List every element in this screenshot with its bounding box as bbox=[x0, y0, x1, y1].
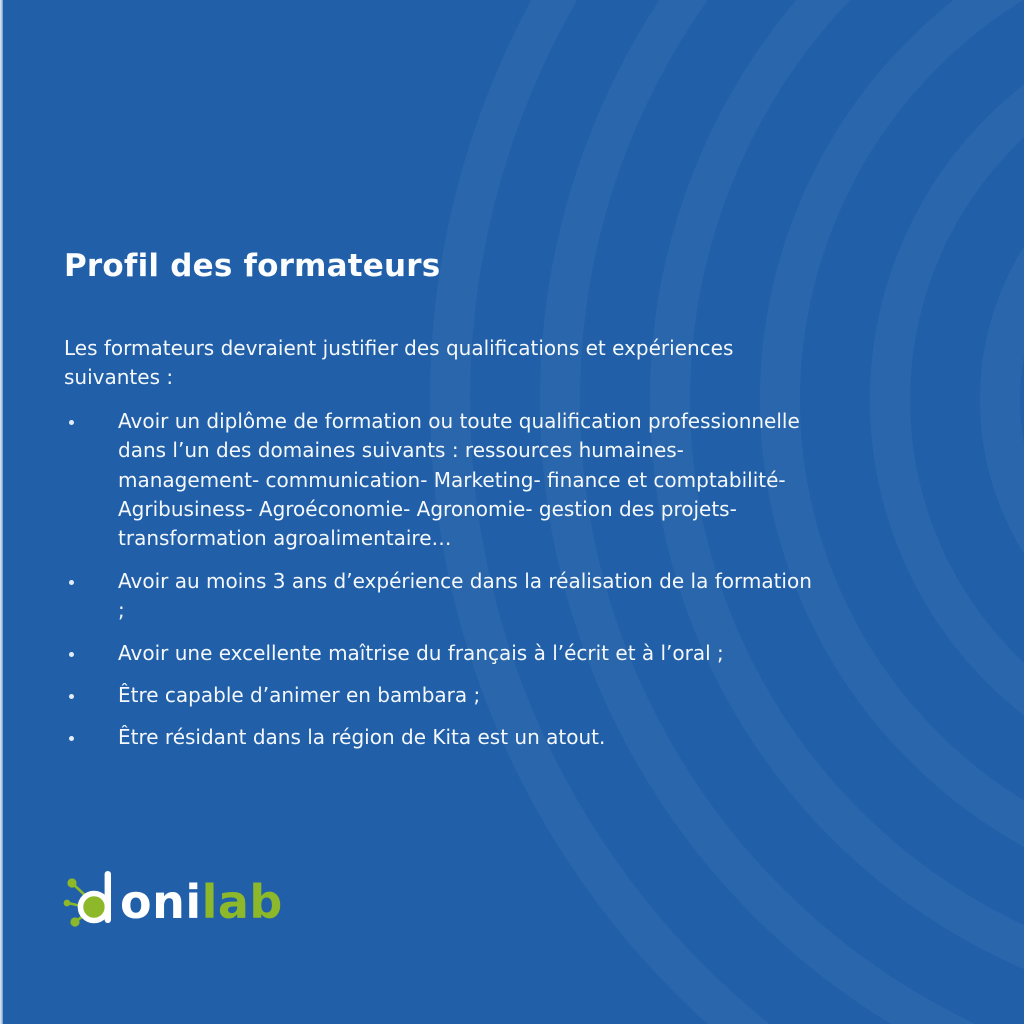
intro-text: Les formateurs devraient justifier des qualifications et expériences suivantes : bbox=[64, 336, 734, 390]
bullet-dot-icon bbox=[69, 652, 74, 657]
logo-text bbox=[120, 875, 283, 930]
bullet-dot-icon bbox=[69, 420, 74, 425]
list-item-text: Avoir au moins 3 ans d’expérience dans la réalisation de la formation ; bbox=[118, 568, 812, 623]
requirements-list bbox=[64, 407, 826, 753]
logo-text-oni: oni bbox=[120, 875, 202, 929]
list-item bbox=[64, 567, 826, 626]
list-item bbox=[64, 639, 826, 668]
left-edge-strip bbox=[0, 0, 3, 1024]
list-item-text: Être résidant dans la région de Kita est un atout. bbox=[118, 725, 606, 750]
donilab-logo bbox=[60, 866, 283, 930]
list-item-text: Avoir un diplôme de formation ou toute qualification professionnelle dans l’un des domaines suivants : ressources humaines- management- communication- Marketing- finance et comptabilité- Agribusiness- Agroéconomie- Agronomie- gestion des projets- transformation agroalimentaire… bbox=[118, 408, 800, 551]
list-item bbox=[64, 407, 826, 554]
list-item bbox=[64, 723, 826, 752]
bullet-dot-icon bbox=[69, 736, 74, 741]
bullet-dot-icon bbox=[69, 694, 74, 699]
list-item bbox=[64, 681, 826, 710]
donilab-d-icon bbox=[60, 866, 124, 930]
page-title: Profil des formateurs bbox=[64, 248, 441, 284]
list-item-text: Être capable d’animer en bambara ; bbox=[118, 682, 481, 707]
logo-text-lab: lab bbox=[201, 875, 283, 929]
list-item-text: Avoir une excellente maîtrise du français à l’écrit et à l’oral ; bbox=[118, 640, 724, 665]
bullet-dot-icon bbox=[69, 580, 74, 585]
